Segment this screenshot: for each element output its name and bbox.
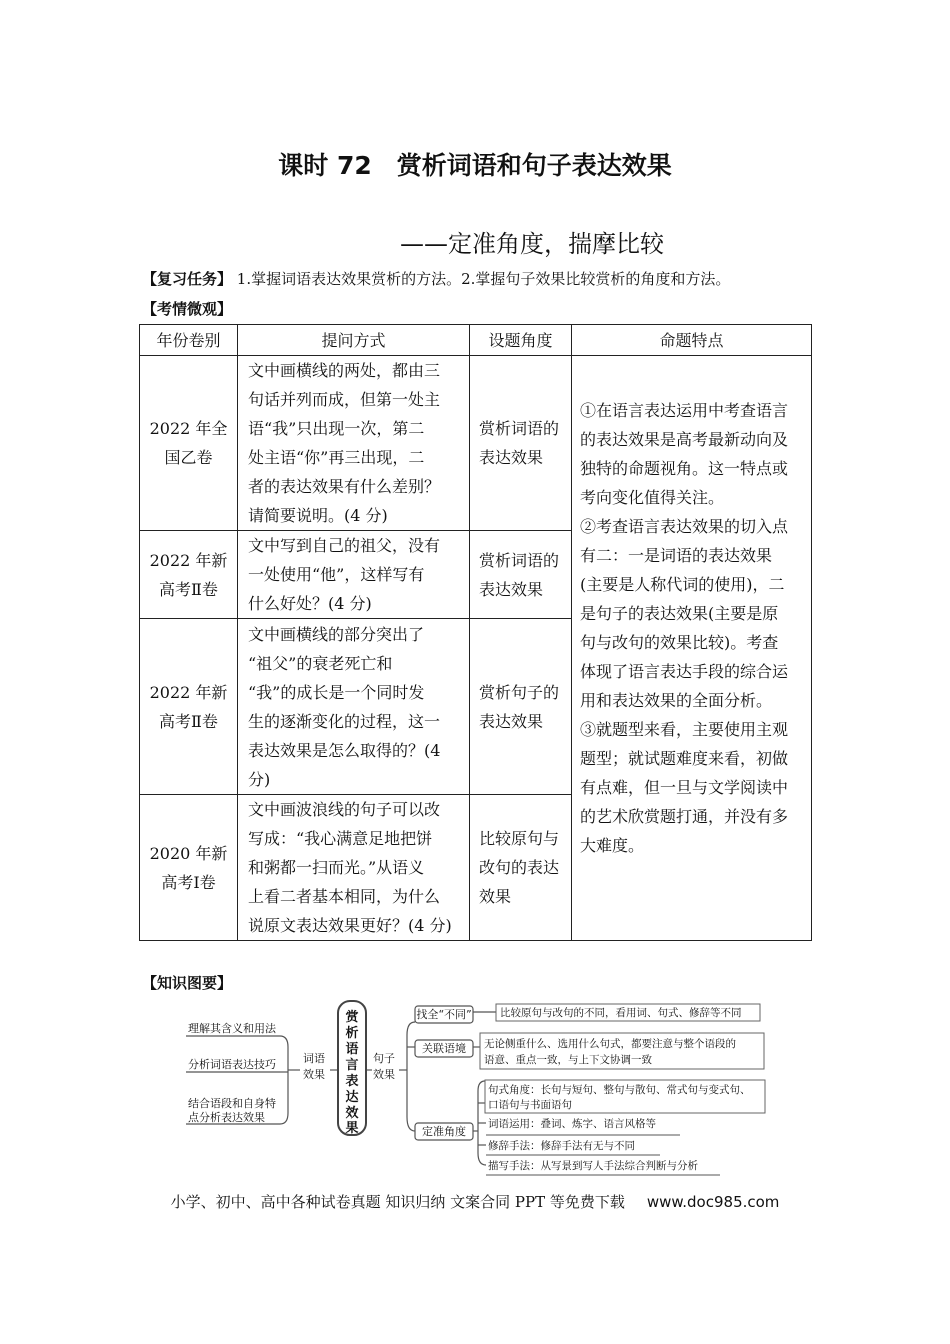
year-cell: 2022 年新 高考Ⅱ卷 [140,531,238,619]
question-cell: 文中画横线的部分突出了 “祖父”的衰老死亡和 “我”的成长是一个同时发 生的逐渐变化的过程，这一 表达效果是怎么取得的？(4 分) [238,619,470,795]
page-subtitle: ——定准角度，揣摩比较 [400,230,664,258]
knowledge-heading: 【知识图要】 [142,974,233,992]
right-label: 效果 [373,1068,395,1081]
detail-text: 语意、重点一致，与上下文协调一致 [484,1054,652,1066]
right-label: 句子 [373,1052,395,1065]
angle-cell: 赏析句子的 表达效果 [470,619,572,795]
left-label: 效果 [303,1068,325,1081]
column-header: 命题特点 [572,325,812,356]
angle-cell: 赏析词语的 表达效果 [470,356,572,531]
center-char: 效 [345,1106,359,1121]
table-header-row [140,325,812,356]
angle-cell: 比较原句与 改句的表达 效果 [470,795,572,941]
column-header: 提问方式 [238,325,470,356]
center-char: 果 [345,1121,359,1136]
review-task-label: 【复习任务】 [142,270,233,288]
question-cell: 文中画波浪线的句子可以改 写成：“我心满意足地把饼 和粥都一扫而光。”从语义 上看二者基本相同，为什么 说原文表达效果更好？(4 分) [238,795,470,941]
left-item: 分析词语表达技巧 [188,1058,276,1071]
center-char: 言 [345,1058,359,1073]
branch-label: 关联语境 [422,1042,466,1055]
page-footer [0,1191,950,1212]
page-title: 课时 72 赏析词语和句子表达效果 [278,151,672,180]
year-cell: 2022 年全 国乙卷 [140,356,238,531]
footer-url[interactable]: www.doc985.com [646,1193,780,1211]
column-header: 年份卷别 [140,325,238,356]
question-cell: 文中写到自己的祖父，没有 一处使用“他”，这样写有 什么好处？(4 分) [238,531,470,619]
left-item: 理解其含义和用法 [188,1022,276,1035]
left-item: 点分析表达效果 [188,1111,265,1124]
left-label: 词语 [303,1052,325,1065]
detail-text: 词语运用：叠词、炼字、语言风格等 [488,1118,656,1130]
center-char: 语 [345,1042,359,1057]
detail-text: 比较原句与改句的不同，看用词、句式、修辞等不同 [500,1007,742,1019]
year-cell: 2022 年新 高考Ⅱ卷 [140,619,238,795]
table-row [140,356,812,531]
review-task-text: 1.掌握词语表达效果赏析的方法。2.掌握句子效果比较赏析的角度和方法。 [232,270,731,288]
detail-text: 修辞手法：修辞手法有无与不同 [488,1140,635,1152]
exam-table [139,324,812,941]
detail-text: 无论侧重什么、选用什么句式，都要注意与整个语段的 [484,1038,736,1050]
center-char: 达 [345,1090,359,1105]
branch-label: 定准角度 [422,1125,466,1138]
center-char: 赏 [345,1010,359,1025]
branch-label: 找全“不同” [416,1008,472,1021]
year-cell: 2020 年新 高考Ⅰ卷 [140,795,238,941]
left-item: 结合语段和自身特 [188,1097,276,1110]
angle-cell: 赏析词语的 表达效果 [470,531,572,619]
features-cell: ①在语言表达运用中考查语言 的表达效果是高考最新动向及 独特的命题视角。这一特点或 考向变化值得关注。 ②考查语言表达效果的切入点 有二：一是词语的表达效果 (主要是人称代词的使用)，二 是句子的表达效果(主要是原 句与改句的效果比较)。考查 体现了语言表达手段的综合运 用和表达效果的全面分析。 ③就题型来看，主要使用主观 题型；就试题难度来看，初做 有点难，但一旦与文学阅读中 的艺术欣赏题打通，并没有多 大难度。 [572,356,812,941]
review-task [142,268,730,289]
center-char: 析 [345,1026,359,1041]
exam-heading: 【考情微观】 [142,300,233,318]
detail-text: 句式角度：长句与短句、整句与散句、常式句与变式句、 [488,1084,751,1096]
knowledge-map-diagram [180,995,780,1180]
detail-text: 描写手法：从写景到写人手法综合判断与分析 [488,1160,698,1172]
center-char: 表 [345,1074,359,1089]
question-cell: 文中画横线的两处，都由三 句话并列而成，但第一处主 语“我”只出现一次，第二 处主语“你”再三出现，二 者的表达效果有什么差别？ 请简要说明。(4 分) [238,356,470,531]
footer-text: 小学、初中、高中各种试卷真题 知识归纳 文案合同 PPT 等免费下载 [170,1193,625,1211]
column-header: 设题角度 [470,325,572,356]
detail-text: 口语句与书面语句 [488,1099,572,1111]
